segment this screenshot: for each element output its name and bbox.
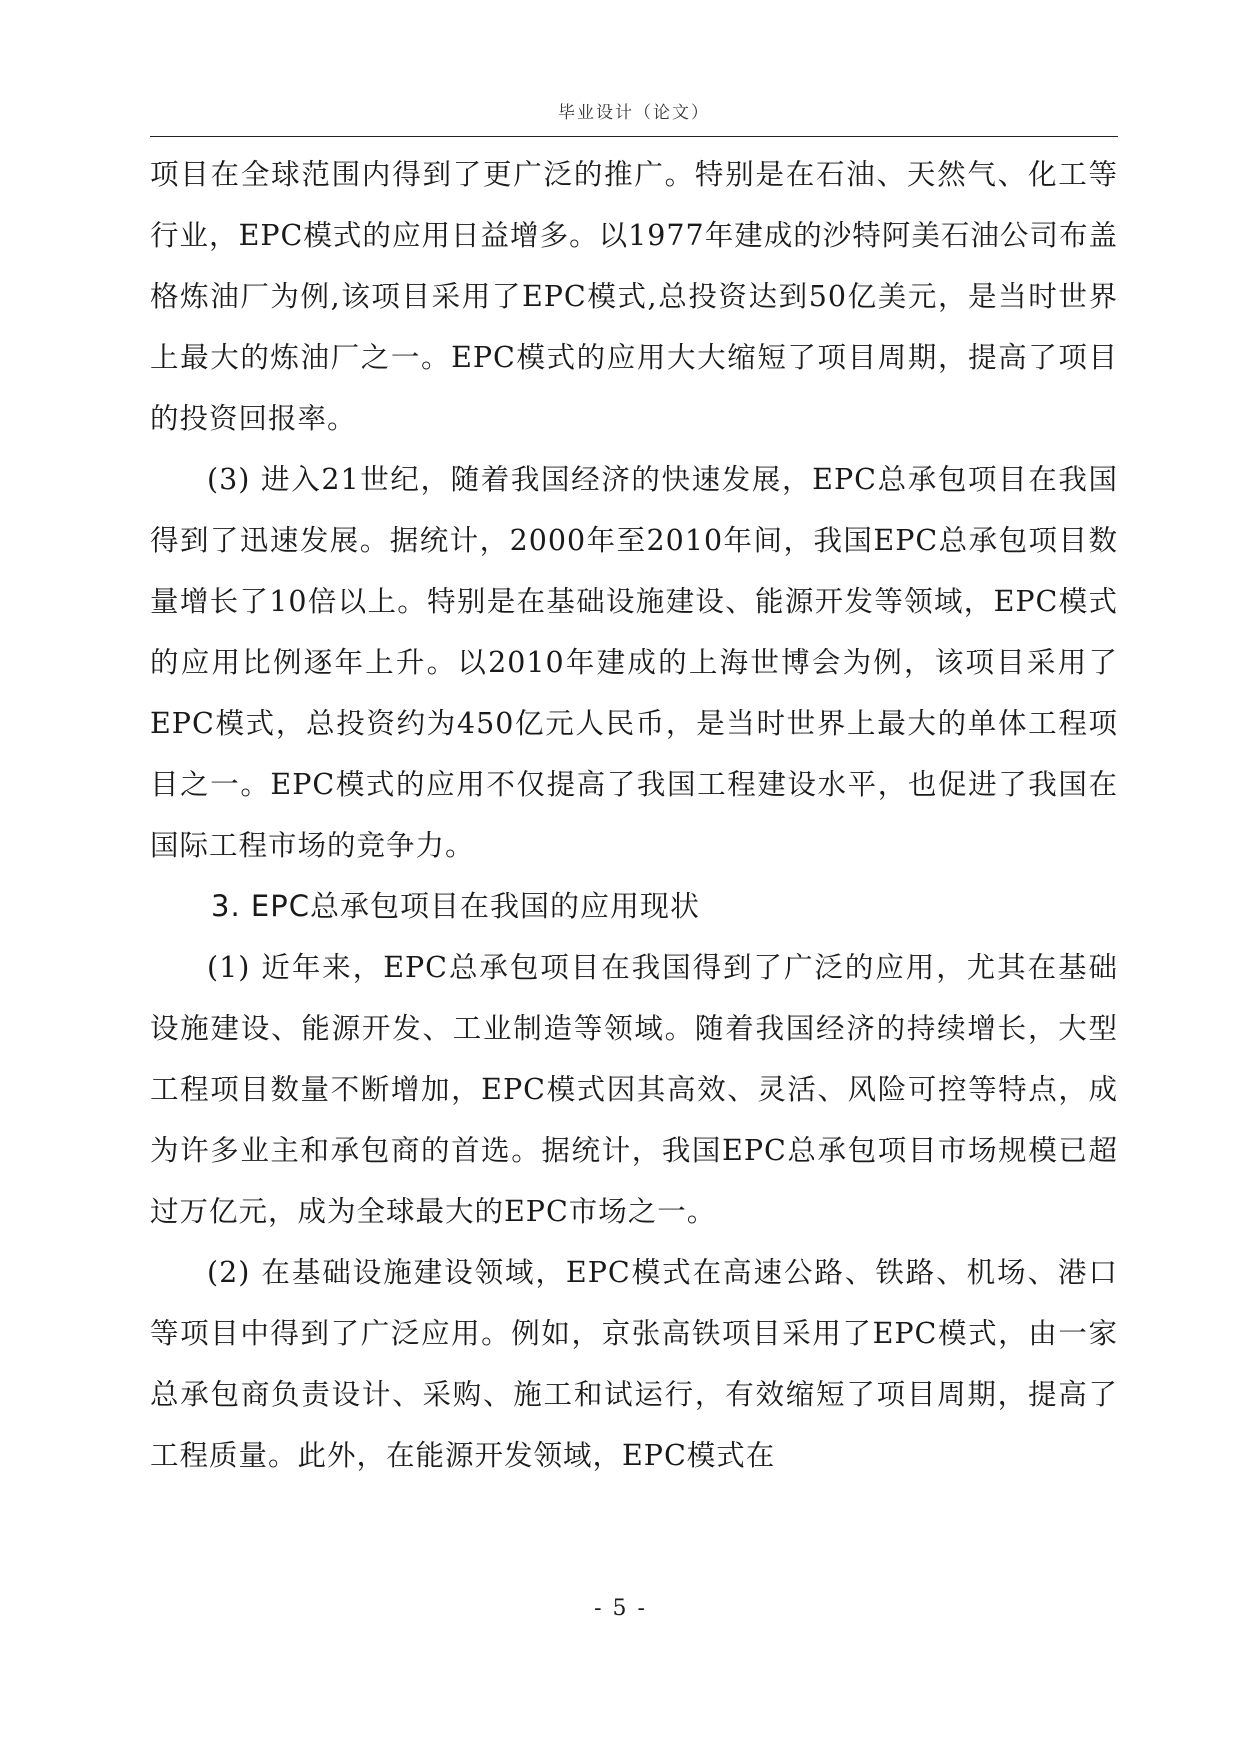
section-heading: 3. EPC总承包项目在我国的应用现状 <box>211 889 700 923</box>
page-header-title: 毕业设计（论文） <box>558 103 710 123</box>
section-paragraph-1: (1) 近年来，EPC总承包项目在我国得到了广泛的应用，尤其在基础设施建设、能源开发、工业制造等领域。随着我国经济的持续增长，大型工程项目数量不断增加，EPC模式因其高效、灵活、风险可控等特点，成为许多业主和承包商的首选。据统计，我国EPC总承包项目市场规模已超过万亿元，成为全球最大的EPC市场之一。 <box>150 951 1118 1228</box>
section-paragraph-2: (2) 在基础设施建设领域，EPC模式在高速公路、铁路、机场、港口等项目中得到了广泛应用。例如，京张高铁项目采用了EPC模式，由一家总承包商负责设计、采购、施工和试运行，有效缩短了项目周期，提高了工程质量。此外，在能源开发领域，EPC模式在 <box>150 1256 1118 1472</box>
header-divider <box>150 136 1118 137</box>
page-number: - 5 - <box>594 1596 647 1621</box>
paragraph-item-3: (3) 进入21世纪，随着我国经济的快速发展，EPC总承包项目在我国得到了迅速发展。据统计，2000年至2010年间，我国EPC总承包项目数量增长了10倍以上。特别是在基础设施建设、能源开发等领域，EPC模式的应用比例逐年上升。以2010年建成的上海世博会为例，该项目采用了EPC模式，总投资约为450亿元人民币，是当时世界上最大的单体工程项目之一。EPC模式的应用不仅提高了我国工程建设水平，也促进了我国在国际工程市场的竞争力。 <box>150 463 1118 862</box>
paragraph-continued: 项目在全球范围内得到了更广泛的推广。特别是在石油、天然气、化工等行业，EPC模式的应用日益增多。以1977年建成的沙特阿美石油公司布盖格炼油厂为例,该项目采用了EPC模式,总投资达到50亿美元，是当时世界上最大的炼油厂之一。EPC模式的应用大大缩短了项目周期，提高了项目的投资回报率。 <box>150 158 1118 435</box>
main-body <box>150 144 1118 1486</box>
